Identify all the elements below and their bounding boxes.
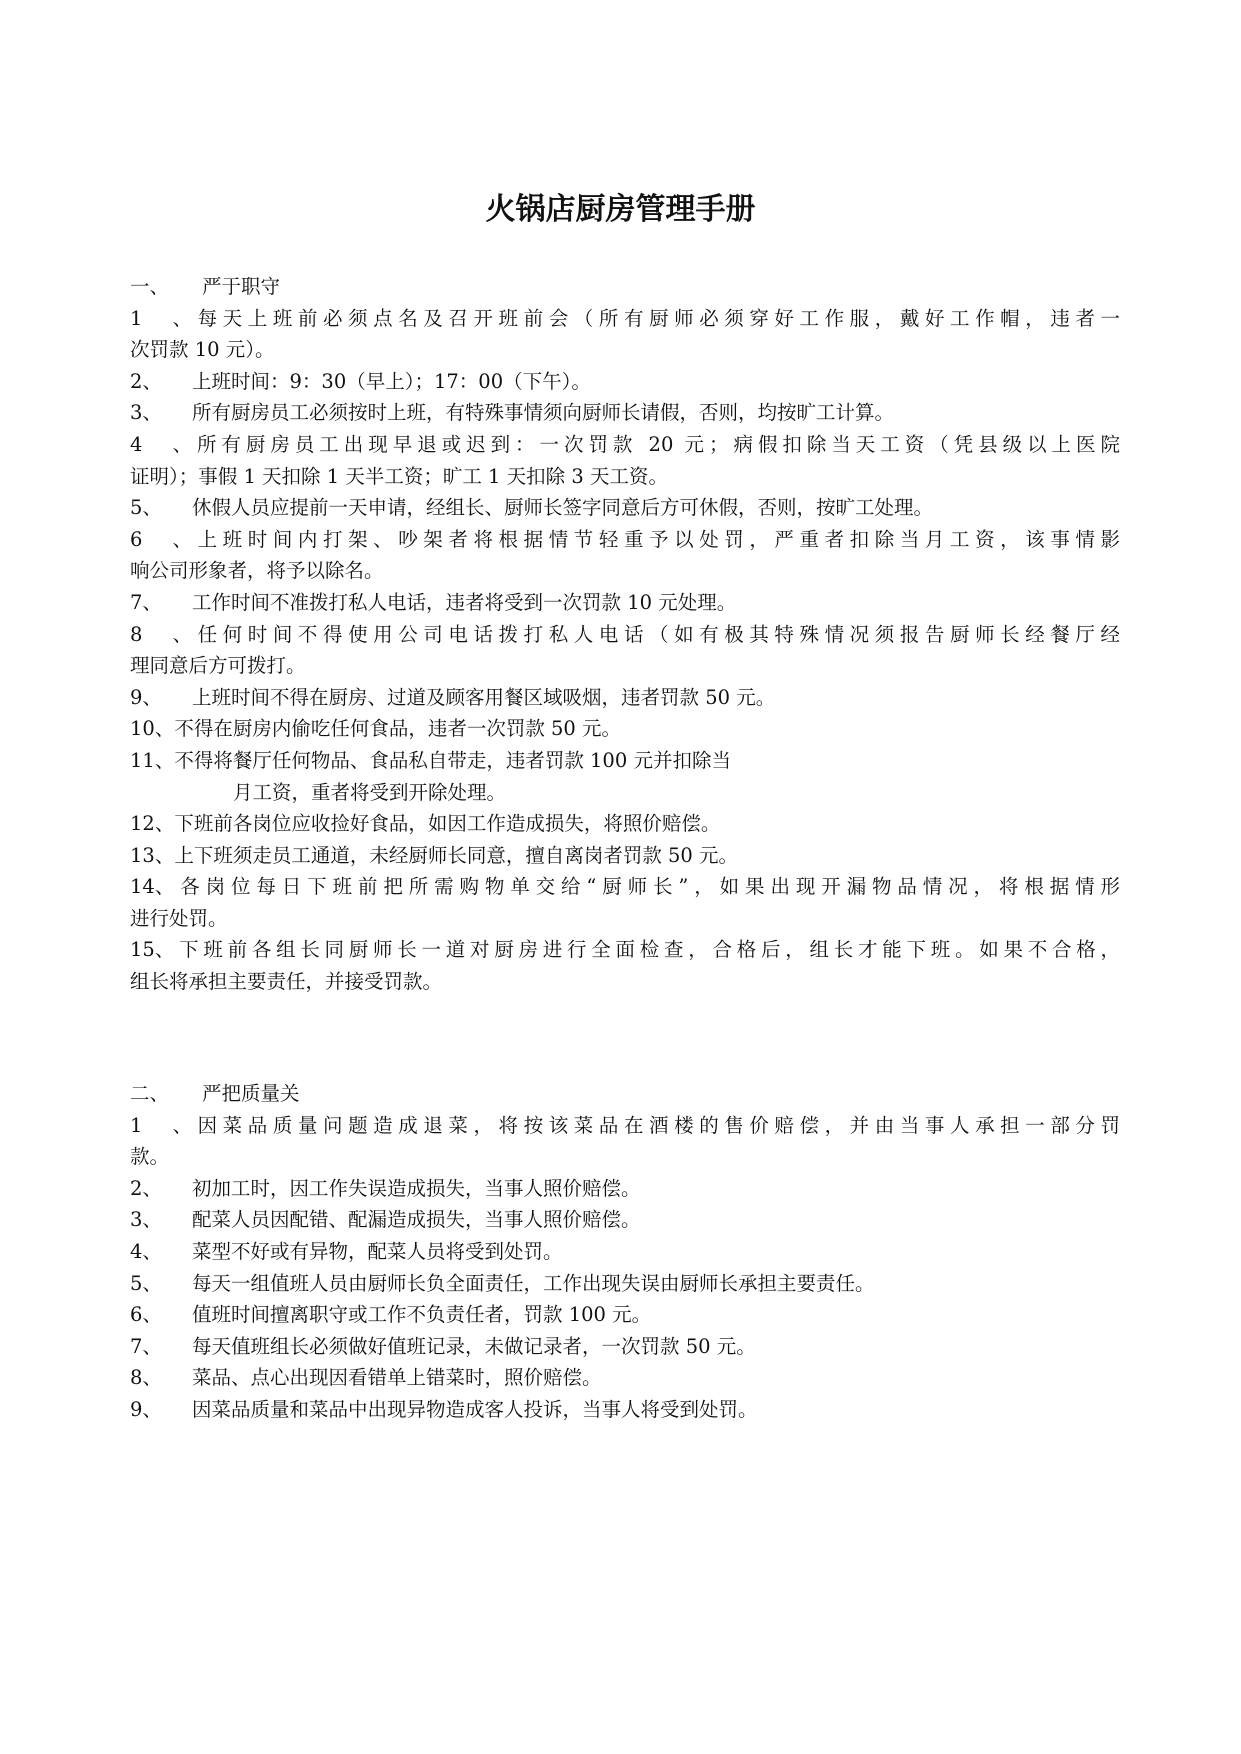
item-text: 下班前各岗位应收捡好食品，如因工作造成损失，将照价赔偿。 (174, 812, 721, 836)
item-number: 9、 (130, 685, 162, 709)
list-item (130, 1394, 1120, 1426)
item-text: 配菜人员因配错、配漏造成损失，当事人照价赔偿。 (192, 1208, 641, 1232)
item-number: 1、 (130, 1113, 192, 1137)
item-continuation: 证明）；事假 1 天扣除 1 天半工资；旷工 1 天扣除 3 天工资。 (130, 464, 668, 488)
section-duty (130, 271, 1120, 998)
item-text: 任何时间不得使用公司电话拨打私人电话（如有极其特殊情况须报告厨师长经餐厅经 (192, 622, 1120, 646)
list-item (130, 524, 1120, 556)
list-item (130, 808, 1120, 840)
list-item (130, 303, 1120, 335)
list-item (130, 429, 1120, 461)
item-number: 14、 (130, 875, 175, 899)
item-text: 因菜品质量和菜品中出现异物造成客人投诉，当事人将受到处罚。 (192, 1397, 758, 1421)
item-text: 菜型不好或有异物，配菜人员将受到处罚。 (192, 1239, 563, 1263)
list-item (130, 871, 1120, 903)
item-text: 上班时间内打架、吵架者将根据情节轻重予以处罚，严重者扣除当月工资，该事情影 (192, 527, 1120, 551)
item-continuation: 进行处罚。 (130, 906, 228, 930)
item-number: 10、 (130, 717, 175, 741)
item-number: 7、 (130, 590, 162, 614)
item-number: 5、 (130, 1271, 162, 1295)
list-item (130, 934, 1120, 966)
item-continuation: 组长将承担主要责任，并接受罚款。 (130, 970, 443, 994)
item-number: 4、 (130, 432, 192, 456)
item-continuation: 月工资，重者将受到开除处理。 (233, 780, 507, 804)
list-item (130, 1362, 1120, 1394)
list-item (130, 1299, 1120, 1331)
item-text: 值班时间擅离职守或工作不负责任者，罚款 100 元。 (192, 1303, 652, 1327)
item-number: 3、 (130, 1208, 162, 1232)
item-number: 9、 (130, 1397, 162, 1421)
section-number: 一、 (130, 275, 170, 298)
item-text: 菜品、点心出现因看错单上错菜时，照价赔偿。 (192, 1366, 602, 1390)
item-number: 2、 (130, 1176, 162, 1200)
item-text: 因菜品质量问题造成退菜，将按该菜品在酒楼的售价赔偿，并由当事人承担一部分罚 (192, 1113, 1120, 1137)
list-item (130, 1204, 1120, 1236)
list-item (130, 397, 1120, 429)
section-title: 严于职守 (202, 275, 281, 298)
item-number: 7、 (130, 1334, 162, 1358)
item-text: 不得在厨房内偷吃任何食品，违者一次罚款 50 元。 (174, 717, 622, 741)
list-item (130, 1331, 1120, 1363)
list-item (130, 713, 1120, 745)
item-text: 休假人员应提前一天申请，经组长、厨师长签字同意后方可休假，否则，按旷工处理。 (192, 496, 934, 520)
item-number: 15、 (130, 938, 175, 962)
list-item (130, 587, 1120, 619)
item-text: 工作时间不准拨打私人电话，违者将受到一次罚款 10 元处理。 (192, 590, 737, 614)
item-continuation: 理同意后方可拨打。 (130, 654, 306, 678)
item-number: 1、 (130, 306, 192, 330)
list-item (130, 619, 1120, 651)
item-number: 8、 (130, 1366, 162, 1390)
section-quality (130, 1078, 1120, 1426)
item-text: 下班前各组长同厨师长一道对厨房进行全面检查，合格后，组长才能下班。如果不合格， (174, 938, 1120, 962)
item-number: 4、 (130, 1239, 162, 1263)
section-heading (130, 271, 1120, 303)
item-continuation: 款。 (130, 1145, 170, 1169)
item-number: 12、 (130, 812, 175, 836)
item-number: 3、 (130, 401, 162, 425)
item-text: 上下班须走员工通道，未经厨师长同意，擅自离岗者罚款 50 元。 (174, 843, 739, 867)
item-text: 每天上班前必须点名及召开班前会（所有厨师必须穿好工作服，戴好工作帽，违者一 (192, 306, 1120, 330)
item-number: 8、 (130, 622, 192, 646)
item-text: 每天一组值班人员由厨师长负全面责任，工作出现失误由厨师长承担主要责任。 (192, 1271, 875, 1295)
item-text: 上班时间不得在厨房、过道及顾客用餐区域吸烟，违者罚款 50 元。 (192, 685, 776, 709)
item-text: 所有厨房员工出现早退或迟到：一次罚款 20 元；病假扣除当天工资（凭县级以上医院 (192, 432, 1120, 456)
section-number: 二、 (130, 1082, 170, 1105)
list-item (130, 1173, 1120, 1205)
item-continuation: 响公司形象者，将予以除名。 (130, 559, 384, 583)
item-text: 上班时间：9：30（早上）；17：00（下午）。 (192, 369, 591, 393)
document-title: 火锅店厨房管理手册 (485, 192, 756, 227)
item-text: 初加工时，因工作失误造成损失，当事人照价赔偿。 (192, 1176, 641, 1200)
item-text: 所有厨房员工必须按时上班，有特殊事情须向厨师长请假，否则，均按旷工计算。 (192, 401, 895, 425)
list-item (130, 682, 1120, 714)
item-number: 5、 (130, 496, 162, 520)
item-text: 各岗位每日下班前把所需购物单交给“厨师长”，如果出现开漏物品情况，将根据情形 (174, 875, 1120, 899)
list-item (130, 745, 1120, 777)
list-item (130, 366, 1120, 398)
list-item (130, 1268, 1120, 1300)
item-number: 6、 (130, 527, 192, 551)
item-text: 每天值班组长必须做好值班记录，未做记录者，一次罚款 50 元。 (192, 1334, 756, 1358)
list-item (130, 1110, 1120, 1142)
item-number: 6、 (130, 1303, 162, 1327)
list-item (130, 1236, 1120, 1268)
section-title: 严把质量关 (202, 1082, 300, 1105)
section-heading (130, 1078, 1120, 1110)
list-item (130, 840, 1120, 872)
item-text: 不得将餐厅任何物品、食品私自带走，违者罚款 100 元并扣除当 (174, 748, 731, 772)
list-item (130, 492, 1120, 524)
item-number: 13、 (130, 843, 175, 867)
item-number: 2、 (130, 369, 162, 393)
item-continuation: 次罚款 10 元）。 (130, 338, 275, 362)
item-number: 11、 (130, 748, 175, 772)
